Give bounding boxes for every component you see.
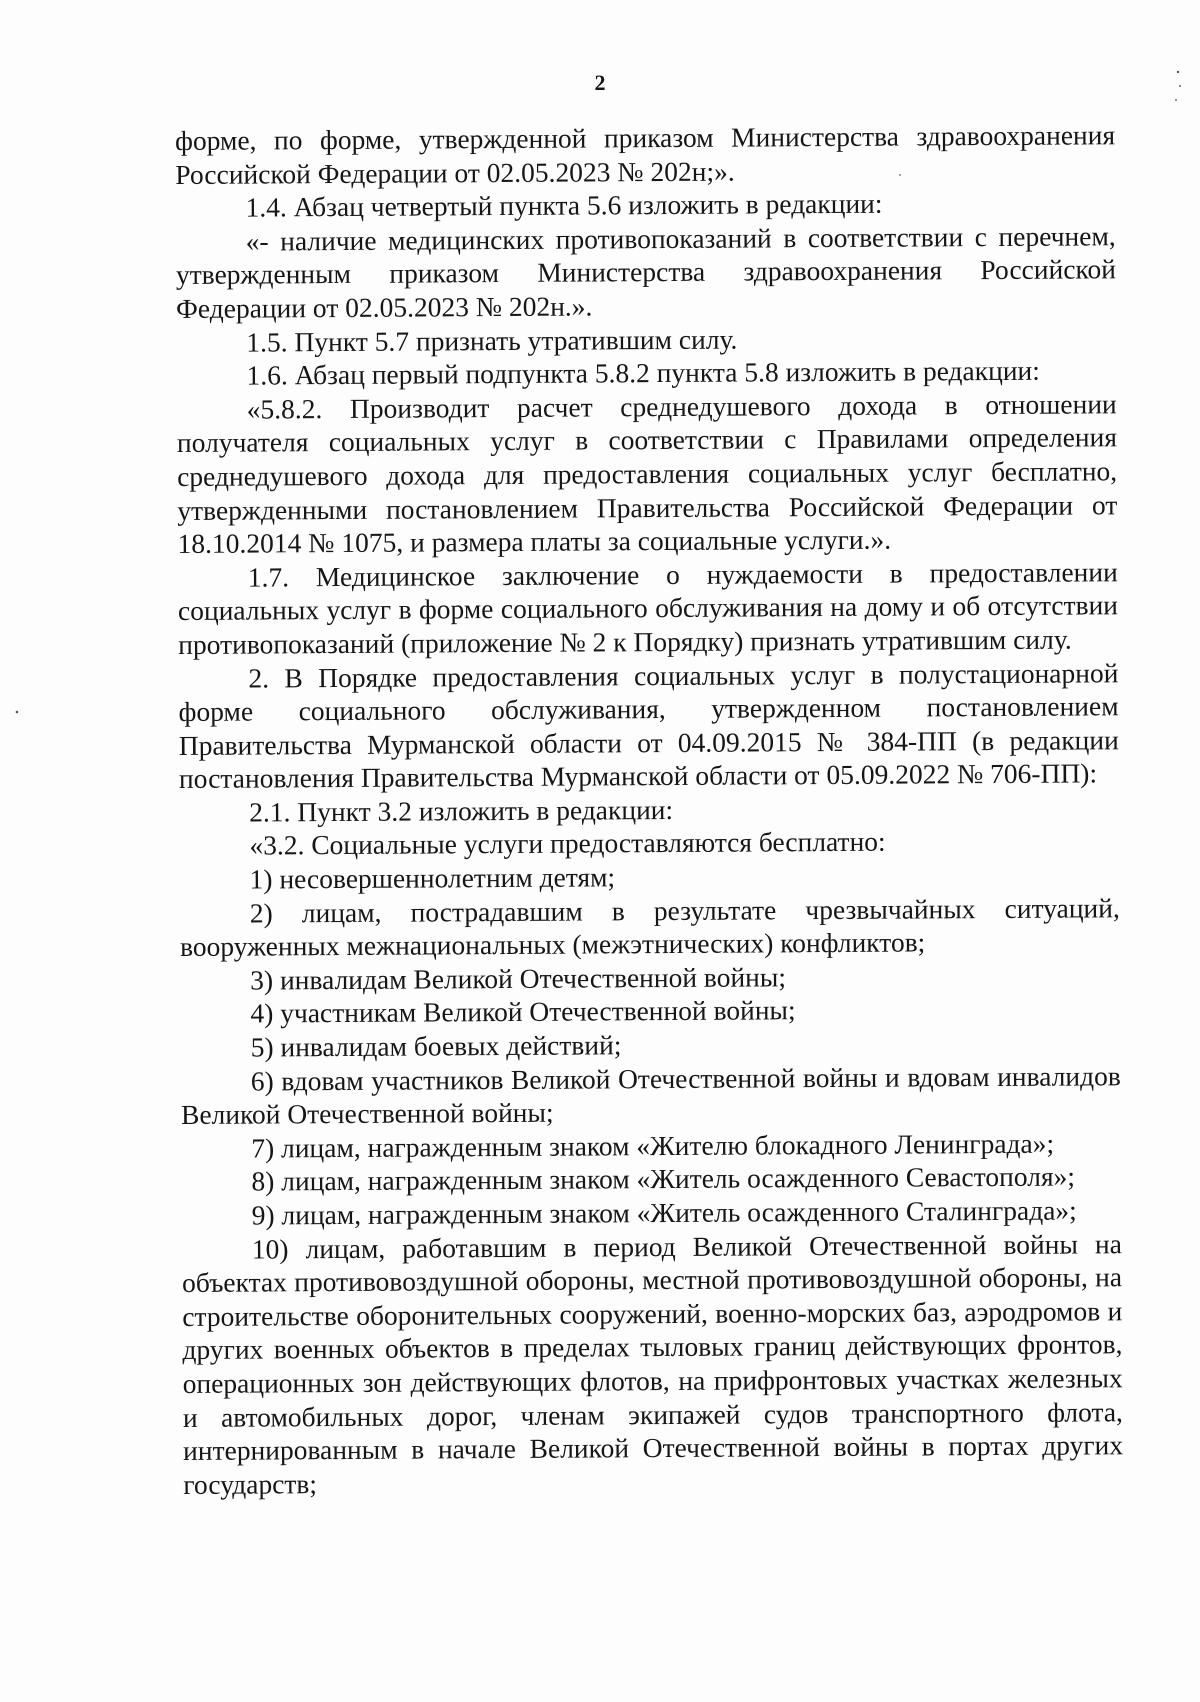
page-number: 2 (594, 70, 606, 95)
list-item: 1) несовершеннолетним детям; (249, 861, 616, 895)
list-item: 3) инвалидам Великой Отечественной войны; (250, 961, 787, 996)
paragraph: 1.5. Пункт 5.7 признать утратившим силу. (246, 323, 738, 358)
paragraph: 1.4. Абзац четвертый пункта 5.6 изложить в редакции: (245, 187, 883, 223)
list-item: 4) участникам Великой Отечественной войны; (250, 994, 796, 1029)
list-item: 10) лицам, работавшим в период Великой Отечественной войны на объектах противовоздушной обороны, местной противовоздушной обороны, на строительстве оборонительных сооружений, военно-морских баз, аэродромов и других военных объектов в пределах тыловых границ действующих фронтов, операционных зон действующих флотов, на прифронтовых участках железных и автомобильных дорог, членам экипажей судов транспортного флота, интернированным в начале Великой Отечественной войны в портах других государств; (181, 1227, 1124, 1500)
list-item: 8) лицам, награжденным знаком «Житель осажденного Севастополя»; (251, 1160, 1076, 1197)
list-item: 5) инвалидам боевых действий; (250, 1029, 622, 1063)
paragraph: форме, по форме, утвержденной приказом Министерства здравоохранения Российской Федерации от 02.05.2023 № 202н;». (175, 119, 1116, 190)
paragraph: 1.6. Абзац первый подпункта 5.8.2 пункта 5.8 изложить в редакции: (246, 354, 1040, 391)
paragraph: «3.2. Социальные услуги предоставляются бесплатно: (249, 826, 886, 862)
paragraph: «5.8.2. Производит расчет среднедушевого дохода в отношении получателя социальных услуг в соответствии с Правилами определения среднедушевого дохода для предоставления социальных услуг бесплатно, утвержденными постановлением Правительства Российской Федерации от 18.10.2014 № 1075, и размера платы за социальные услуги.». (176, 388, 1118, 560)
paragraph: 1.7. Медицинское заключение о нуждаемости в предоставлении социальных услуг в форме социального обслуживания на дому и об отсутствии противопоказаний (приложение № 2 к Порядку) признать утратившим силу. (177, 555, 1119, 660)
paragraph: 2. В Порядке предоставления социальных услуг в полустационарной форме социального обслуживания, утвержденном постановлением Правительства Мурманской области от 04.09.2015 № 384-ПП (в редакции постановления Правительства Мурманской области от 05.09.2022 № 706-ПП): (178, 656, 1119, 795)
document-body (175, 118, 1123, 1501)
list-item: 9) лицам, награжденным знаком «Житель осажденного Сталинграда»; (251, 1194, 1077, 1231)
list-item: 2) лицам, пострадавшим в результате чрезвычайных ситуаций, вооруженных межнациональных (межэтнических) конфликтов; (179, 891, 1120, 963)
paragraph: 2.1. Пункт 3.2 изложить в редакции: (249, 793, 674, 828)
list-item: 7) лицам, награжденным знаком «Жителю блокадного Ленинграда»; (251, 1127, 1055, 1164)
list-item: 6) вдовам участников Великой Отечественной войны и вдовам инвалидов Великой Отечественной войны; (180, 1059, 1121, 1131)
paragraph: «- наличие медицинских противопоказаний в соответствии с перечнем, утвержденным приказом Министерства здравоохранения Российской Федерации от 02.05.2023 № 202н.». (175, 220, 1116, 324)
